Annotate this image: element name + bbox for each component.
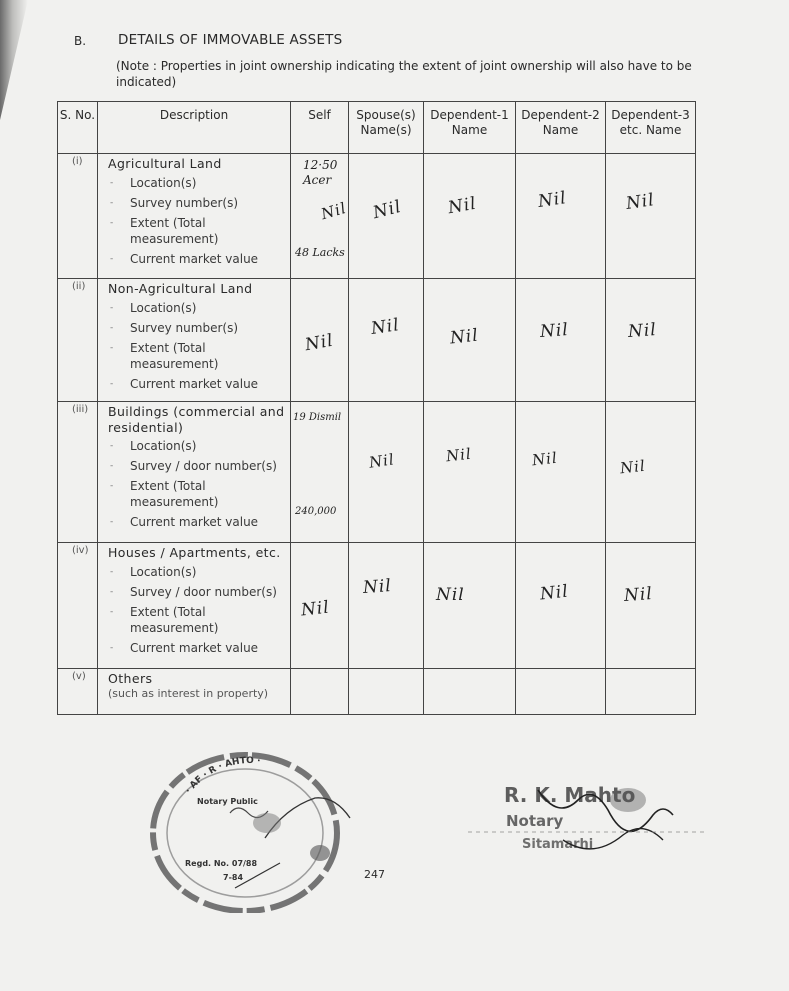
handwritten-self-value: 240,000	[295, 506, 337, 517]
cell-spouse	[349, 402, 424, 543]
seal-text: Notary Public	[197, 797, 258, 806]
section-title: DETAILS OF IMMOVABLE ASSETS	[118, 32, 343, 48]
category-subtitle: (such as interest in property)	[108, 687, 269, 700]
table-row	[58, 402, 696, 543]
item-extent: - Extent (Total measurement)	[130, 215, 290, 247]
cell-dependent-2	[516, 279, 606, 402]
cell-dependent-3	[606, 402, 696, 543]
section-note: (Note : Properties in joint ownership indicating the extent of joint ownership will also have to be indicated)	[116, 59, 692, 89]
handwritten-dep3: Nil	[627, 320, 658, 342]
stamp-text: R. K. Mahto	[504, 783, 636, 807]
col-header-self: Self	[291, 102, 349, 154]
col-header-sno: S. No.	[58, 102, 98, 154]
table-row	[58, 154, 696, 279]
item-location: - Location(s)	[130, 175, 290, 191]
item-survey: - Survey / door number(s)	[130, 584, 290, 600]
cell-dependent-3	[606, 279, 696, 402]
category-title: Non-Agricultural Land	[108, 281, 253, 296]
cell-self	[291, 402, 349, 543]
row-sno: (v)	[58, 669, 98, 715]
cell-spouse	[349, 543, 424, 669]
handwritten-spouse: Nil	[371, 196, 404, 224]
category-title: Others	[108, 671, 153, 686]
item-extent: - Extent (Total measurement)	[130, 340, 290, 372]
item-survey: - Survey number(s)	[130, 195, 290, 211]
handwritten-self-value: 48 Lacks	[295, 246, 345, 259]
cell-dependent-3	[606, 154, 696, 279]
stamp-text: Notary	[506, 812, 564, 830]
category-title: Houses / Apartments, etc.	[108, 545, 281, 560]
row-description	[98, 154, 291, 279]
item-survey: - Survey number(s)	[130, 320, 290, 336]
row-description	[98, 543, 291, 669]
item-survey: - Survey / door number(s)	[130, 458, 290, 474]
cell-dependent-1	[424, 669, 516, 715]
col-header-dependent-1: Dependent-1 Name	[424, 102, 516, 154]
cell-spouse	[349, 279, 424, 402]
handwritten-self: Nil	[303, 330, 336, 356]
handwritten-spouse: Nil	[367, 450, 396, 472]
cell-dependent-2	[516, 669, 606, 715]
table-header-row	[58, 102, 696, 154]
cell-dependent-1	[424, 279, 516, 402]
category-title: Agricultural Land	[108, 156, 222, 171]
section-letter: B.	[74, 34, 87, 48]
item-market-value: - Current market value	[130, 251, 290, 267]
item-extent: - Extent (Total measurement)	[130, 604, 290, 636]
handwritten-dep3: Nil	[623, 584, 654, 606]
cell-dependent-2	[516, 402, 606, 543]
row-sno: (i)	[58, 154, 98, 279]
handwritten-dep2: Nil	[536, 188, 569, 212]
col-header-dependent-2: Dependent-2 Name	[516, 102, 606, 154]
table-row	[58, 279, 696, 402]
handwritten-spouse: Nil	[369, 315, 402, 339]
cell-self	[291, 154, 349, 279]
handwritten-dep2: Nil	[531, 448, 559, 470]
handwritten-dep3: Nil	[624, 190, 657, 214]
handwritten-spouse: Nil	[362, 576, 393, 598]
cell-dependent-1	[424, 402, 516, 543]
cell-dependent-3	[606, 669, 696, 715]
handwritten-dep1: Nil	[446, 193, 479, 219]
page-number: 247	[364, 868, 385, 881]
immovable-assets-table	[57, 101, 696, 715]
handwritten-dep1: Nil	[445, 444, 473, 466]
handwritten-dep2: Nil	[539, 320, 570, 342]
handwritten-self-extent: 19 Dismil	[293, 412, 342, 423]
handwritten-dep1: Nil	[436, 585, 465, 605]
handwritten-self-extent: 12·50 Acer	[303, 158, 338, 187]
category-title: Buildings (commercial and residential)	[108, 404, 285, 435]
stamp-text: Sitamarhi	[522, 837, 594, 852]
seal-text: 7-84	[223, 873, 244, 882]
item-market-value: - Current market value	[130, 640, 290, 656]
item-market-value: - Current market value	[130, 514, 290, 530]
item-market-value: - Current market value	[130, 376, 290, 392]
col-header-description: Description	[98, 102, 291, 154]
row-description	[98, 279, 291, 402]
row-sno: (ii)	[58, 279, 98, 402]
signature-stamp	[468, 760, 708, 890]
item-extent: - Extent (Total measurement)	[130, 478, 290, 510]
cell-dependent-2	[516, 154, 606, 279]
item-location: - Location(s)	[130, 564, 290, 580]
item-location: - Location(s)	[130, 300, 290, 316]
row-sno: (iii)	[58, 402, 98, 543]
page-shadow-edge	[0, 0, 28, 120]
row-sno: (iv)	[58, 543, 98, 669]
cell-dependent-1	[424, 543, 516, 669]
col-header-dependent-3: Dependent-3 etc. Name	[606, 102, 696, 154]
handwritten-dep3: Nil	[619, 456, 647, 478]
cell-self	[291, 543, 349, 669]
cell-self	[291, 279, 349, 402]
item-location: - Location(s)	[130, 438, 290, 454]
cell-dependent-3	[606, 543, 696, 669]
cell-dependent-2	[516, 543, 606, 669]
svg-text:· AF · R · AHTO ·: · AF · R · AHTO ·	[183, 755, 262, 796]
notary-seal-stamp	[145, 738, 360, 913]
handwritten-self: Nil	[300, 597, 331, 621]
cell-spouse	[349, 669, 424, 715]
row-description	[98, 402, 291, 543]
cell-self	[291, 669, 349, 715]
col-header-spouse: Spouse(s) Name(s)	[349, 102, 424, 154]
table-row	[58, 669, 696, 715]
seal-text: Regd. No. 07/88	[185, 859, 258, 868]
handwritten-self-nil: Nil	[319, 198, 349, 224]
cell-dependent-1	[424, 154, 516, 279]
row-description	[98, 669, 291, 715]
cell-spouse	[349, 154, 424, 279]
handwritten-dep1: Nil	[449, 325, 480, 349]
table-row	[58, 543, 696, 669]
bleed-through-text	[100, 12, 103, 23]
handwritten-dep2: Nil	[539, 581, 570, 605]
